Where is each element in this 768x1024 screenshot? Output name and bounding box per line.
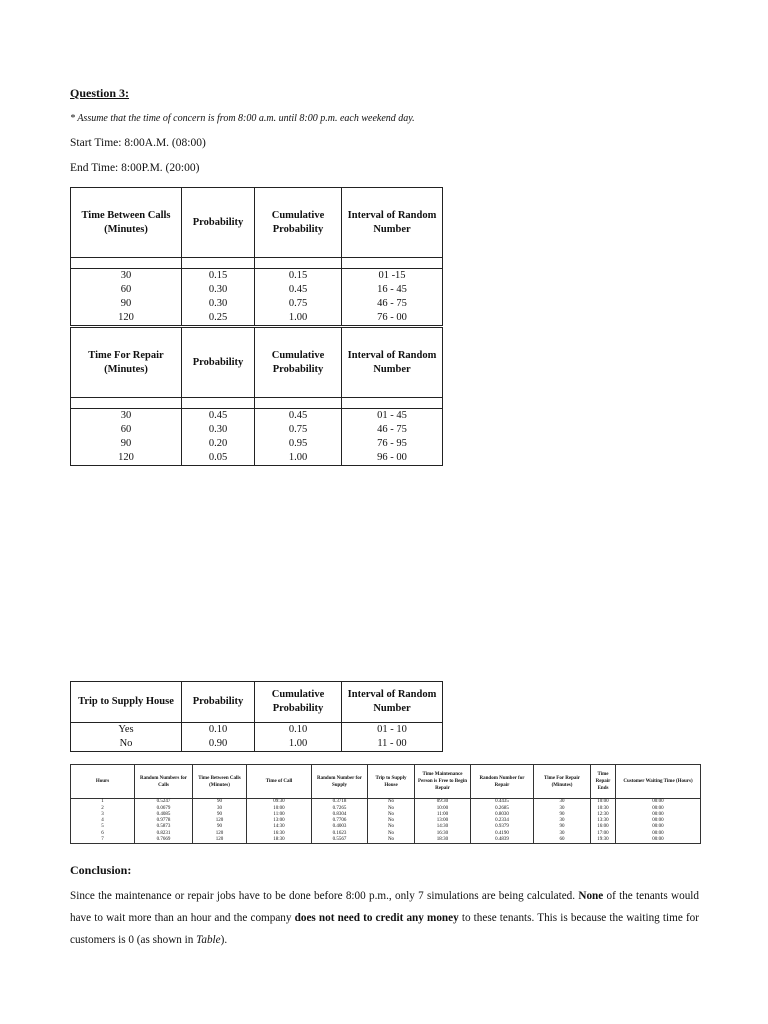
cell: 1.00 bbox=[255, 737, 342, 752]
cell: 09:30 bbox=[247, 799, 312, 806]
calls-header-time: Time Between Calls (Minutes) bbox=[71, 188, 182, 258]
start-time: Start Time: 8:00A.M. (08:00) bbox=[70, 137, 206, 149]
cell: 17:00 bbox=[591, 831, 616, 837]
table-row bbox=[71, 269, 443, 284]
cell: No bbox=[368, 818, 415, 824]
table-row bbox=[71, 283, 443, 297]
sim-header-rn-calls: Random Numbers for Calls bbox=[135, 765, 193, 799]
calls-header-cumulative: Cumulative Probability bbox=[255, 188, 342, 258]
cell: 14:30 bbox=[247, 824, 312, 830]
simulation-header-row bbox=[71, 765, 701, 799]
cell: 01 - 10 bbox=[342, 723, 443, 738]
table-reference: Table bbox=[196, 934, 221, 946]
table-row bbox=[71, 423, 443, 437]
cell: 0.4435 bbox=[471, 799, 534, 806]
cell: 01 - 45 bbox=[342, 409, 443, 424]
cell: 0.8231 bbox=[135, 831, 193, 837]
table-row bbox=[71, 737, 443, 752]
cell: No bbox=[368, 806, 415, 812]
cell: 96 - 00 bbox=[342, 451, 443, 466]
cell: 0.2334 bbox=[471, 818, 534, 824]
cell: 120 bbox=[71, 451, 182, 466]
cell: 90 bbox=[193, 799, 247, 806]
conclusion-title: Conclusion: bbox=[70, 863, 132, 877]
cell: 12:30 bbox=[591, 812, 616, 818]
repair-header-probability: Probability bbox=[182, 328, 255, 398]
conclusion-text: to these tenants. This is because the waiting time for customers is 0 (as shown in bbox=[70, 912, 699, 946]
supply-header-trip: Trip to Supply House bbox=[71, 682, 182, 723]
sim-header-time-between: Time Between Calls (Minutes) bbox=[193, 765, 247, 799]
cell: 13:00 bbox=[247, 818, 312, 824]
conclusion-emphasis: None bbox=[578, 890, 604, 902]
conclusion-emphasis: does not need to credit any money bbox=[294, 912, 459, 924]
cell: 18:30 bbox=[415, 837, 471, 844]
cell: 0.8304 bbox=[312, 812, 368, 818]
question-title: Question 3: bbox=[70, 86, 130, 100]
cell: Yes bbox=[71, 723, 182, 738]
cell: 0.4085 bbox=[135, 812, 193, 818]
supply-distribution-table bbox=[70, 681, 443, 752]
supply-header-cumulative: Cumulative Probability bbox=[255, 682, 342, 723]
cell: 00:00 bbox=[616, 812, 701, 818]
cell: No bbox=[368, 824, 415, 830]
cell: 0.10 bbox=[182, 723, 255, 738]
cell: 6 bbox=[71, 831, 135, 837]
cell: 00:00 bbox=[616, 806, 701, 812]
cell: 4 bbox=[71, 818, 135, 824]
cell: 0.4190 bbox=[471, 831, 534, 837]
cell: 46 - 75 bbox=[342, 297, 443, 311]
cell: 90 bbox=[71, 437, 182, 451]
cell: No bbox=[71, 737, 182, 752]
cell: 1 bbox=[71, 799, 135, 806]
cell: 0.4839 bbox=[471, 837, 534, 844]
simulation-table bbox=[70, 764, 701, 844]
repair-header-cumulative: Cumulative Probability bbox=[255, 328, 342, 398]
cell: 120 bbox=[193, 831, 247, 837]
cell: 120 bbox=[193, 818, 247, 824]
cell: 0.15 bbox=[255, 269, 342, 284]
cell: No bbox=[368, 812, 415, 818]
cell: 30 bbox=[534, 799, 591, 806]
cell: 30 bbox=[71, 409, 182, 424]
sim-header-trip: Trip to Supply House bbox=[368, 765, 415, 799]
cell: 0.20 bbox=[182, 437, 255, 451]
cell: 11:00 bbox=[415, 812, 471, 818]
cell: 30 bbox=[534, 806, 591, 812]
conclusion-paragraph bbox=[70, 885, 699, 951]
cell: 0.90 bbox=[182, 737, 255, 752]
cell: 90 bbox=[534, 824, 591, 830]
cell: 16:30 bbox=[247, 831, 312, 837]
cell: 10:00 bbox=[591, 799, 616, 806]
cell: 0.4003 bbox=[312, 824, 368, 830]
cell: No bbox=[368, 837, 415, 844]
cell: 120 bbox=[71, 311, 182, 326]
cell: 0.10 bbox=[255, 723, 342, 738]
cell: 0.45 bbox=[182, 409, 255, 424]
cell: 90 bbox=[534, 812, 591, 818]
cell: 90 bbox=[193, 812, 247, 818]
table-row bbox=[71, 451, 443, 466]
cell: 0.7706 bbox=[312, 818, 368, 824]
sim-header-time-of-call: Time of Call bbox=[247, 765, 312, 799]
table-row bbox=[71, 297, 443, 311]
cell: 00:00 bbox=[616, 831, 701, 837]
cell: 0.15 bbox=[182, 269, 255, 284]
sim-header-repair-minutes: Time For Repair (Minutes) bbox=[534, 765, 591, 799]
conclusion-text: of the tenants would have to wait more than an hour and the company bbox=[70, 890, 699, 924]
cell: 30 bbox=[71, 269, 182, 284]
cell: 60 bbox=[534, 837, 591, 844]
cell: 0.30 bbox=[182, 423, 255, 437]
cell: 1.00 bbox=[255, 311, 342, 326]
table-row bbox=[71, 723, 443, 738]
assumption-note: * Assume that the time of concern is from 8:00 a.m. until 8:00 p.m. each weekend day. bbox=[70, 113, 415, 124]
cell: 76 - 95 bbox=[342, 437, 443, 451]
cell: 0.1623 bbox=[312, 831, 368, 837]
cell: 0.75 bbox=[255, 297, 342, 311]
repair-header-time: Time For Repair (Minutes) bbox=[71, 328, 182, 398]
cell: 10:00 bbox=[247, 806, 312, 812]
cell: 0.9778 bbox=[135, 818, 193, 824]
calls-header-interval: Interval of Random Number bbox=[342, 188, 443, 258]
table-row bbox=[71, 437, 443, 451]
cell: 0.3718 bbox=[312, 799, 368, 806]
sim-header-waiting: Customer Waiting Time (Hours) bbox=[616, 765, 701, 799]
cell: 5 bbox=[71, 824, 135, 830]
cell: 00:00 bbox=[616, 818, 701, 824]
cell: 01 -15 bbox=[342, 269, 443, 284]
cell: 09:30 bbox=[415, 799, 471, 806]
table-row bbox=[71, 837, 701, 844]
cell: 76 - 00 bbox=[342, 311, 443, 326]
cell: 10:30 bbox=[591, 806, 616, 812]
sim-header-free-time: Time Maintenance Person is Free to Begin Repair bbox=[415, 765, 471, 799]
supply-header-probability: Probability bbox=[182, 682, 255, 723]
cell: 0.45 bbox=[255, 409, 342, 424]
cell: 0.45 bbox=[255, 283, 342, 297]
table-row bbox=[71, 409, 443, 424]
cell: 0.7265 bbox=[312, 806, 368, 812]
sim-header-hours: Hours bbox=[71, 765, 135, 799]
cell: 10:00 bbox=[415, 806, 471, 812]
cell: 2 bbox=[71, 806, 135, 812]
cell: 00:00 bbox=[616, 799, 701, 806]
cell: 0.5873 bbox=[135, 824, 193, 830]
sim-header-rn-repair: Random Number for Repair bbox=[471, 765, 534, 799]
cell: No bbox=[368, 799, 415, 806]
cell: 30 bbox=[534, 818, 591, 824]
cell: 60 bbox=[71, 283, 182, 297]
cell: 0.2685 bbox=[471, 806, 534, 812]
cell: No bbox=[368, 831, 415, 837]
cell: 0.8030 bbox=[471, 812, 534, 818]
cell: 0.30 bbox=[182, 283, 255, 297]
cell: 11 - 00 bbox=[342, 737, 443, 752]
conclusion-text: Since the maintenance or repair jobs have to be done before 8:00 p.m., only 7 simulations are being calculated. bbox=[70, 890, 579, 902]
cell: 7 bbox=[71, 837, 135, 844]
table-row bbox=[71, 799, 701, 806]
cell: 13:30 bbox=[591, 818, 616, 824]
table-row bbox=[71, 311, 443, 326]
cell: 0.7669 bbox=[135, 837, 193, 844]
end-time: End Time: 8:00P.M. (20:00) bbox=[70, 162, 200, 174]
cell: 19:30 bbox=[591, 837, 616, 844]
supply-header-interval: Interval of Random Number bbox=[342, 682, 443, 723]
cell: 0.9379 bbox=[471, 824, 534, 830]
cell: 00:00 bbox=[616, 837, 701, 844]
calls-distribution-table bbox=[70, 187, 443, 326]
cell: 0.5567 bbox=[312, 837, 368, 844]
cell: 46 - 75 bbox=[342, 423, 443, 437]
cell: 16 - 45 bbox=[342, 283, 443, 297]
cell: 90 bbox=[193, 824, 247, 830]
cell: 1.00 bbox=[255, 451, 342, 466]
cell: 18:30 bbox=[247, 837, 312, 844]
repair-distribution-table bbox=[70, 327, 443, 466]
sim-header-repair-ends: Time Repair Ends bbox=[591, 765, 616, 799]
cell: 30 bbox=[534, 831, 591, 837]
cell: 0.5247 bbox=[135, 799, 193, 806]
cell: 00:00 bbox=[616, 824, 701, 830]
cell: 90 bbox=[71, 297, 182, 311]
cell: 0.95 bbox=[255, 437, 342, 451]
cell: 14:30 bbox=[415, 824, 471, 830]
cell: 13:00 bbox=[415, 818, 471, 824]
cell: 30 bbox=[193, 806, 247, 812]
cell: 120 bbox=[193, 837, 247, 844]
sim-header-rn-supply: Random Number for Supply bbox=[312, 765, 368, 799]
cell: 16:00 bbox=[591, 824, 616, 830]
conclusion-text: ). bbox=[220, 934, 228, 946]
repair-header-interval: Interval of Random Number bbox=[342, 328, 443, 398]
cell: 0.25 bbox=[182, 311, 255, 326]
calls-header-probability: Probability bbox=[182, 188, 255, 258]
cell: 0.30 bbox=[182, 297, 255, 311]
cell: 60 bbox=[71, 423, 182, 437]
cell: 3 bbox=[71, 812, 135, 818]
cell: 0.05 bbox=[182, 451, 255, 466]
cell: 11:00 bbox=[247, 812, 312, 818]
cell: 16:30 bbox=[415, 831, 471, 837]
cell: 0.0679 bbox=[135, 806, 193, 812]
cell: 0.75 bbox=[255, 423, 342, 437]
